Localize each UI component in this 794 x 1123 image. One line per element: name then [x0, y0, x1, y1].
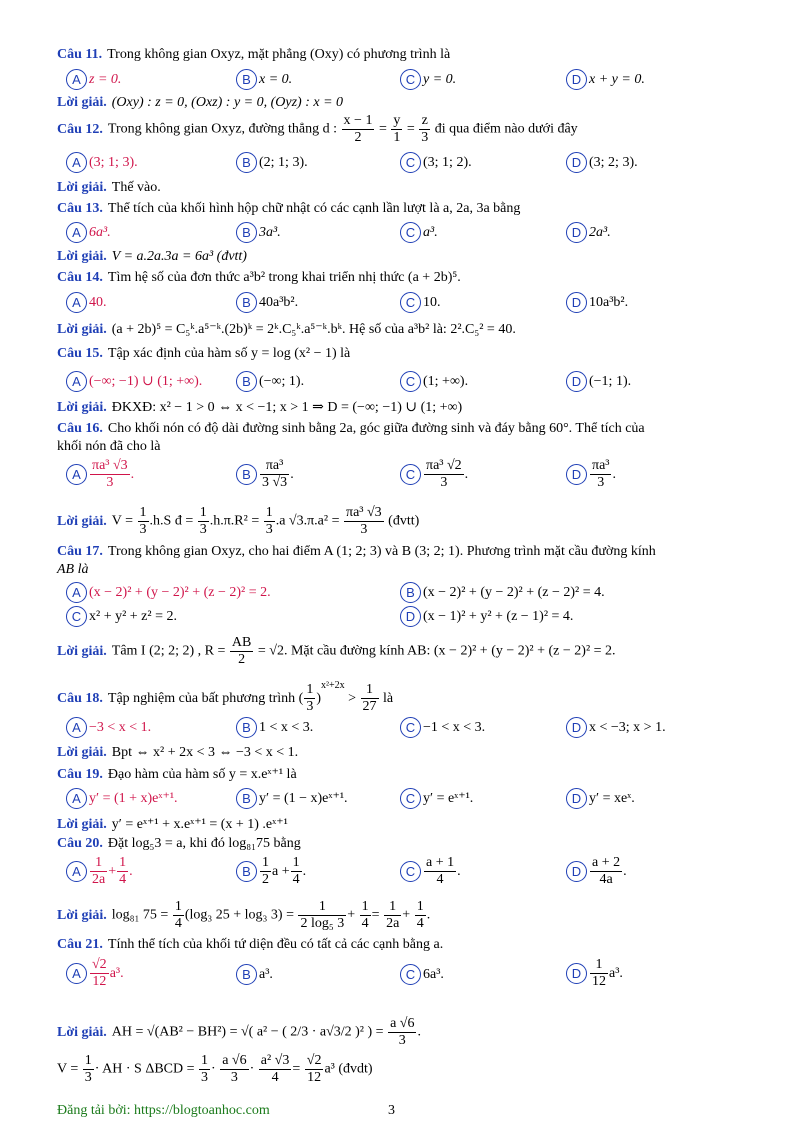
question-15: Câu 15. Tập xác định của hàm số y = log (x² − 1) là [57, 346, 351, 361]
option-17-d[interactable]: D (x − 1)² + y² + (z − 1)² = 4. [400, 606, 573, 627]
option-16-c[interactable]: C $\frac{\text{πa³ √2}}{3}$ . [400, 458, 468, 491]
option-14-c[interactable]: C 10. [400, 292, 441, 313]
option-17-c[interactable]: C x² + y² + z² = 2. [66, 606, 177, 627]
option-15-c[interactable]: C (1; +∞). [400, 371, 468, 392]
option-17-a[interactable]: A (x − 2)² + (y − 2)² + (z − 2)² = 2. [66, 582, 271, 603]
footer-source[interactable]: Đăng tải bởi: https://blogtoanhoc.com [57, 1103, 270, 1118]
solution-21-volume: V = $\frac{1}{3}$ · AH · S ΔBCD = $\frac{1}{3}$ · $\frac{a √6}{3}$ · $\frac{\text{a² √3}}{4}$ = $\frac{√2}{12}$ a³ (đvdt) [57, 1053, 373, 1085]
question-14: Câu 14. Tìm hệ số của đơn thức a³b² trong khai triển nhị thức (a + 2b)⁵. [57, 270, 461, 285]
solution-11: Lời giải. (Oxy) : z = 0, (Oxz) : y = 0, (Oyz) : x = 0 [57, 95, 344, 110]
option-12-d[interactable]: D (3; 2; 3). [566, 152, 638, 173]
question-21: Câu 21. Tính thể tích của khối tứ diện đều có tất cả các cạnh bằng a. [57, 937, 444, 952]
option-13-c[interactable]: C a³. [400, 222, 438, 243]
option-18-a[interactable]: A −3 < x < 1. [66, 717, 151, 738]
option-18-b[interactable]: B 1 < x < 3. [236, 717, 313, 738]
option-12-b[interactable]: B (2; 1; 3). [236, 152, 308, 173]
option-11-d[interactable]: D x + y = 0. [566, 69, 645, 90]
option-19-d[interactable]: D y′ = xeˣ. [566, 788, 635, 809]
solution-12: Lời giải. Thế vào. [57, 180, 161, 195]
question-18: Câu 18. Tập nghiệm của bất phương trình ( $\frac{1}{3}$ )$^{x^2+2x}$ > $\frac{1}{27}$ là [57, 680, 394, 715]
option-14-d[interactable]: D 10a³b². [566, 292, 628, 313]
page-number: 3 [388, 1103, 395, 1118]
question-12: Câu 12. Trong không gian Oxyz, đường thẳng d : $\frac{x - 1}{2}$ = $\frac{y}{1}$ = $\frac{z}{3}$ đi qua điểm nào dưới đây [57, 113, 578, 145]
option-12-a[interactable]: A (3; 1; 3). [66, 152, 138, 173]
option-16-d[interactable]: D $\frac{\text{πa³}}{3}$ . [566, 458, 616, 491]
option-15-d[interactable]: D (−1; 1). [566, 371, 631, 392]
question-11: Câu 11. Trong không gian Oxyz, mặt phẳng (Oxy) có phương trình là [57, 47, 451, 62]
option-13-a[interactable]: A 6a³. [66, 222, 111, 243]
question-13: Câu 13. Thể tích của khối hình hộp chữ nhật có các cạnh lần lượt là a, 2a, 3a bằng [57, 201, 521, 216]
option-12-c[interactable]: C (3; 1; 2). [400, 152, 472, 173]
option-21-a[interactable]: A $\frac{√2}{12}$ a³. [66, 957, 124, 990]
option-13-d[interactable]: D 2a³. [566, 222, 611, 243]
option-15-a[interactable]: A (−∞; −1) ∪ (1; +∞). [66, 371, 202, 392]
solution-16: Lời giải. V = $\frac{1}{3}$ .h.S đ = $\frac{1}{3}$ .h.π.R² = $\frac{1}{3}$ .a √3.π.a² = $\frac{\text{πa³ √3}}{3}$ (đvtt) [57, 505, 420, 537]
option-17-b[interactable]: B (x − 2)² + (y − 2)² + (z − 2)² = 4. [400, 582, 605, 603]
solution-21: Lời giải. AH = √(AB² − BH²) = √( a² − ( 2/3 · a√3/2 )² ) = $\frac{a √6}{3}$ . [57, 1016, 421, 1048]
solution-18: Lời giải. Bpt ⇔ x² + 2x < 3 ⇔ −3 < x < 1. [57, 745, 299, 760]
option-11-c[interactable]: C y = 0. [400, 69, 456, 90]
question-16-line2: khối nón đã cho là [57, 439, 161, 454]
option-20-b[interactable]: B $\frac{1}{2}$ a + $\frac{1}{4}$ . [236, 855, 306, 888]
question-19: Câu 19. Đạo hàm của hàm số y = x.eˣ⁺¹ là [57, 767, 297, 782]
solution-13: Lời giải. V = a.2a.3a = 6a³ (đvtt) [57, 249, 247, 264]
option-11-b[interactable]: B x = 0. [236, 69, 292, 90]
solution-19: Lời giải. y′ = eˣ⁺¹ + x.eˣ⁺¹ = (x + 1) .eˣ⁺¹ [57, 817, 288, 832]
option-19-a[interactable]: A y′ = (1 + x)eˣ⁺¹. [66, 788, 178, 809]
option-20-c[interactable]: C $\frac{a + 1}{4}$ . [400, 855, 461, 888]
option-16-a[interactable]: A $\frac{\text{πa³ √3}}{3}$ . [66, 458, 134, 491]
option-15-b[interactable]: B (−∞; 1). [236, 371, 304, 392]
option-14-b[interactable]: B 40a³b². [236, 292, 298, 313]
question-20: Câu 20. Đặt log₅3 = a, khi đó log₈₁75 bằng [57, 836, 301, 851]
solution-17: Lời giải. Tâm I (2; 2; 2) , R = $\frac{AB}{2}$ = √2. Mặt cầu đường kính AB: (x − 2)² + (y − 2)² + (z − 2)² = 2. [57, 635, 616, 667]
option-14-a[interactable]: A 40. [66, 292, 107, 313]
option-19-b[interactable]: B y′ = (1 − x)eˣ⁺¹. [236, 788, 348, 809]
option-20-a[interactable]: A $\frac{1}{2a}$ + $\frac{1}{4}$ . [66, 855, 133, 888]
question-16: Câu 16. Cho khối nón có độ dài đường sinh bằng 2a, góc giữa đường sinh và đáy bằng 60°. Thể tích của [57, 421, 645, 436]
option-19-c[interactable]: C y′ = eˣ⁺¹. [400, 788, 473, 809]
option-11-a[interactable]: A z = 0. [66, 69, 121, 90]
option-21-d[interactable]: D $\frac{1}{12}$ a³. [566, 957, 623, 990]
option-21-b[interactable]: B a³. [236, 964, 273, 985]
solution-15: Lời giải. ĐKXĐ: x² − 1 > 0 ⇔ x < −1; x > 1 ⇒ D = (−∞; −1) ∪ (1; +∞) [57, 400, 463, 415]
option-18-c[interactable]: C −1 < x < 3. [400, 717, 485, 738]
option-20-d[interactable]: D $\frac{a + 2}{4a}$ . [566, 855, 627, 888]
option-21-c[interactable]: C 6a³. [400, 964, 444, 985]
question-17-line2: AB là [57, 562, 89, 577]
option-16-b[interactable]: B $\frac{\text{πa³}}{3 √3}$ . [236, 458, 294, 491]
option-18-d[interactable]: D x < −3; x > 1. [566, 717, 666, 738]
question-17: Câu 17. Trong không gian Oxyz, cho hai điểm A (1; 2; 3) và B (3; 2; 1). Phương trình mặt cầu đường kính [57, 544, 656, 559]
solution-14: Lời giải. (a + 2b)⁵ = C₅ᵏ.a⁵⁻ᵏ.(2b)ᵏ = 2ᵏ.C₅ᵏ.a⁵⁻ᵏ.bᵏ. Hệ số của a³b² là: 2².C₅² = 40. [57, 322, 516, 337]
solution-20: Lời giải. log₈₁ 75 = $\frac{1}{4}$ (log₃ 25 + log₃ 3) = $\frac{1}{\text{2 log₅ 3}}$ + $\frac{1}{4}$ = $\frac{1}{2a}$ + $\frac{1}{4}$ . [57, 899, 431, 931]
option-13-b[interactable]: B 3a³. [236, 222, 281, 243]
